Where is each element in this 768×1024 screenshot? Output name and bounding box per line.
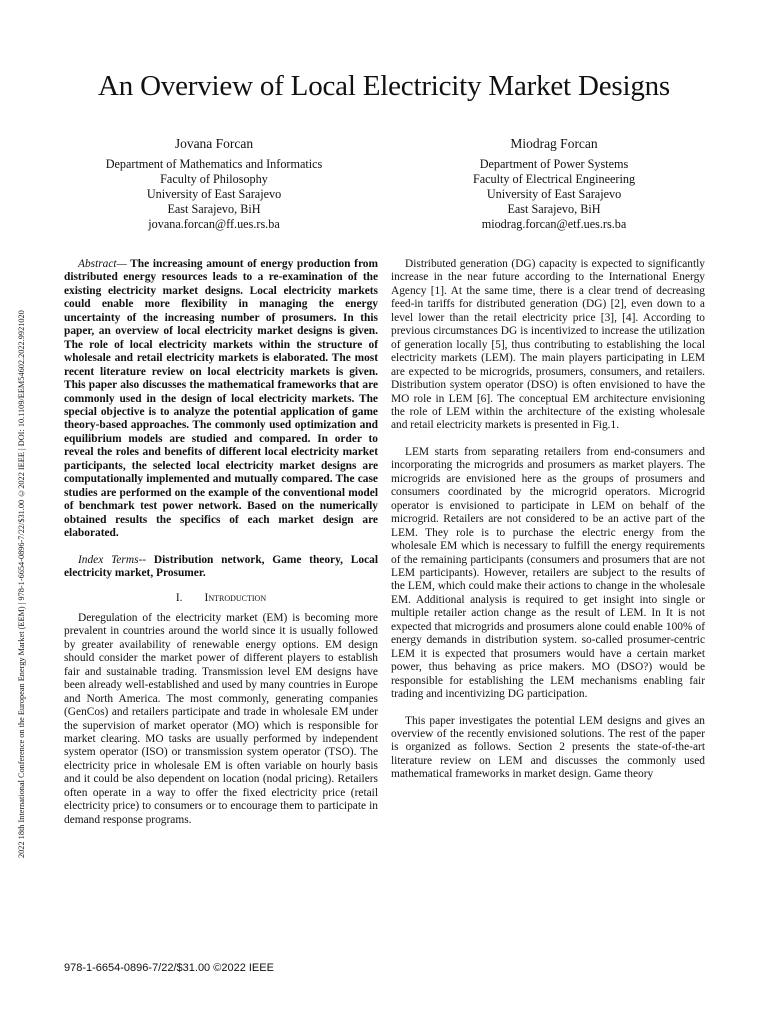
author-2-name: Miodrag Forcan [510,136,598,151]
abstract [64,258,378,541]
conference-sidebar: 2022 18th International Conference on the European Energy Market (EEM) | 978-1-6654-0896-7/22/$31.00 ©2022 IEEE | DOI: 10.1109/EEM54602.2022.9921020 [17,310,26,858]
author-2-location: East Sarajevo, BiH [507,202,601,216]
index-terms [64,554,378,581]
index-terms-text: Distribution network, Game theory, Local electricity market, Prosumer. [64,553,379,579]
author-2-faculty: Faculty of Electrical Engineering [472,172,636,186]
paper-title: An Overview of Local Electricity Market Designs [97,70,671,102]
left-column [64,258,378,827]
paragraph-distributed-generation: Distributed generation (DG) capacity is expected to significantly increase in the near future according to the International Energy Agency [1]. At the same time, there is a clear trend of decreasing feed-in tariffs for distributed generation (DG) [2], even down to a level lower than the retail electricity price [3], [4]. According to previous circumstances DG is incentivized to increase the utilization of generation locally [5], thus contributing to establishing the local electricity markets (LEM). The main players participating in LEM are expected to be microgrids, prosumers, consumers, and retailers. Distribution system operator (DSO) is often envisioned to have the MO role in LEM [6]. The conceptual EM architecture envisioning the role of LEM within the architecture of the existing wholesale and retail electricity markets is presented in Fig.1. [391,258,705,432]
paragraph-lem-structure: LEM starts from separating retailers from end-consumers and incorporating the microgrids and prosumers as market players. The microgrids are envisioned here as the groups of prosumers and consumers coordinated by the microgrid operators. Microgrid operator is envisioned to participate in LEM on behalf of the microgrid. Retailers are not considered to be an active part of the LEM. They role is to purchase the electric energy from the wholesale EM which is necessary to fulfill the energy requirements of the remaining participants (consumers and prosumers that are not LEM participants). However, retailers are subject to the results of the LEM, which could make their actions to change in the wholesale EM. Additional analysis is required to get insight into single or multiple retailer action change as the result of LEM. In It is not expected that microgrids and prosumers alone could enable 100% of energy demands in distribution system. so-called prosumer-centric LEM it is expected that prosumers would have a certain market power, thus behaving as price makers. MO (DSO?) would be responsible for establishing the LEM mechanisms enabling fair trading and incentivizing DG participation. [391,445,705,701]
author-1-faculty: Faculty of Philosophy [160,172,268,186]
author-1 [64,136,364,232]
author-1-university: University of East Sarajevo [146,187,282,201]
intro-paragraph: Deregulation of the electricity market (EM) is becoming more prevalent in countries around the world since it is usually followed by greater availability of renewable energy options. EM design should consider the market power of different players to establish fair and sustainable trading. Transmission level EM designs have been already well-established and used by many countries in Europe and North America. The most commonly, generating companies (GenCos) and retailers participate and trade in wholesale EM under the supervision of market operator (MO) which is responsible for market clearing. MO tasks are usually performed by independent system operator (ISO) or transmission system operator (TSO). The electricity price in wholesale EM is often variable on hourly basis and it could be also dependent on location (nodal pricing). Retailers often operate in a way to offer the fixed electricity price (retail electricity price) to consumers or to encourage them to participate in demand response programs. [64,611,378,826]
author-2-department: Department of Power Systems [479,157,629,171]
section-number: I. [175,592,183,605]
author-2-university: University of East Sarajevo [486,187,622,201]
abstract-lead: Abstract— [78,258,127,270]
author-2-email: miodrag.forcan@etf.ues.rs.ba [481,217,627,231]
right-column [391,258,705,782]
author-2 [404,136,704,232]
author-1-department: Department of Mathematics and Informatics [105,157,323,171]
author-1-email: jovana.forcan@ff.ues.rs.ba [148,217,280,231]
author-1-location: East Sarajevo, BiH [167,202,261,216]
author-block [64,136,704,232]
section-title: Introduction [204,592,267,605]
copyright-footer: 978-1-6654-0896-7/22/$31.00 ©2022 IEEE [64,962,274,974]
index-terms-lead: Index Terms-- [78,553,147,566]
author-1-name: Jovana Forcan [174,136,254,151]
paragraph-paper-outline: This paper investigates the potential LEM designs and gives an overview of the recently envisioned solutions. The rest of the paper is organized as follows. Section 2 presents the state-of-the-art literature review on LEM and discusses the commonly used mathematical frameworks in market design. Game theory [391,714,705,781]
abstract-text: The increasing amount of energy production from distributed energy resources leads to a re-examination of the existing electricity market designs. Local electricity markets could enable more flexibility in managing the energy uncertainty of the increasing number of prosumers. In this paper, an overview of local electricity market designs is given. The role of local electricity markets within the structure of wholesale and retail electricity markets is elaborated. The most recent literature review on local electricity markets is given. This paper also discusses the mathematical frameworks that are commonly used in the design of local electricity markets. The special objective is to analyze the potential application of game theory-based approaches. The commonly used optimization and equilibrium models are studied and compared. In order to reveal the roles and benefits of different local electricity market participants, the selected local electricity market designs are computationally implemented and mutually compared. The case studies are performed on the example of the conventional model of benchmark test power network. Based on the numerically obtained results the specifics of each market design are elaborated. [64,258,378,540]
section-heading-introduction [64,592,378,605]
